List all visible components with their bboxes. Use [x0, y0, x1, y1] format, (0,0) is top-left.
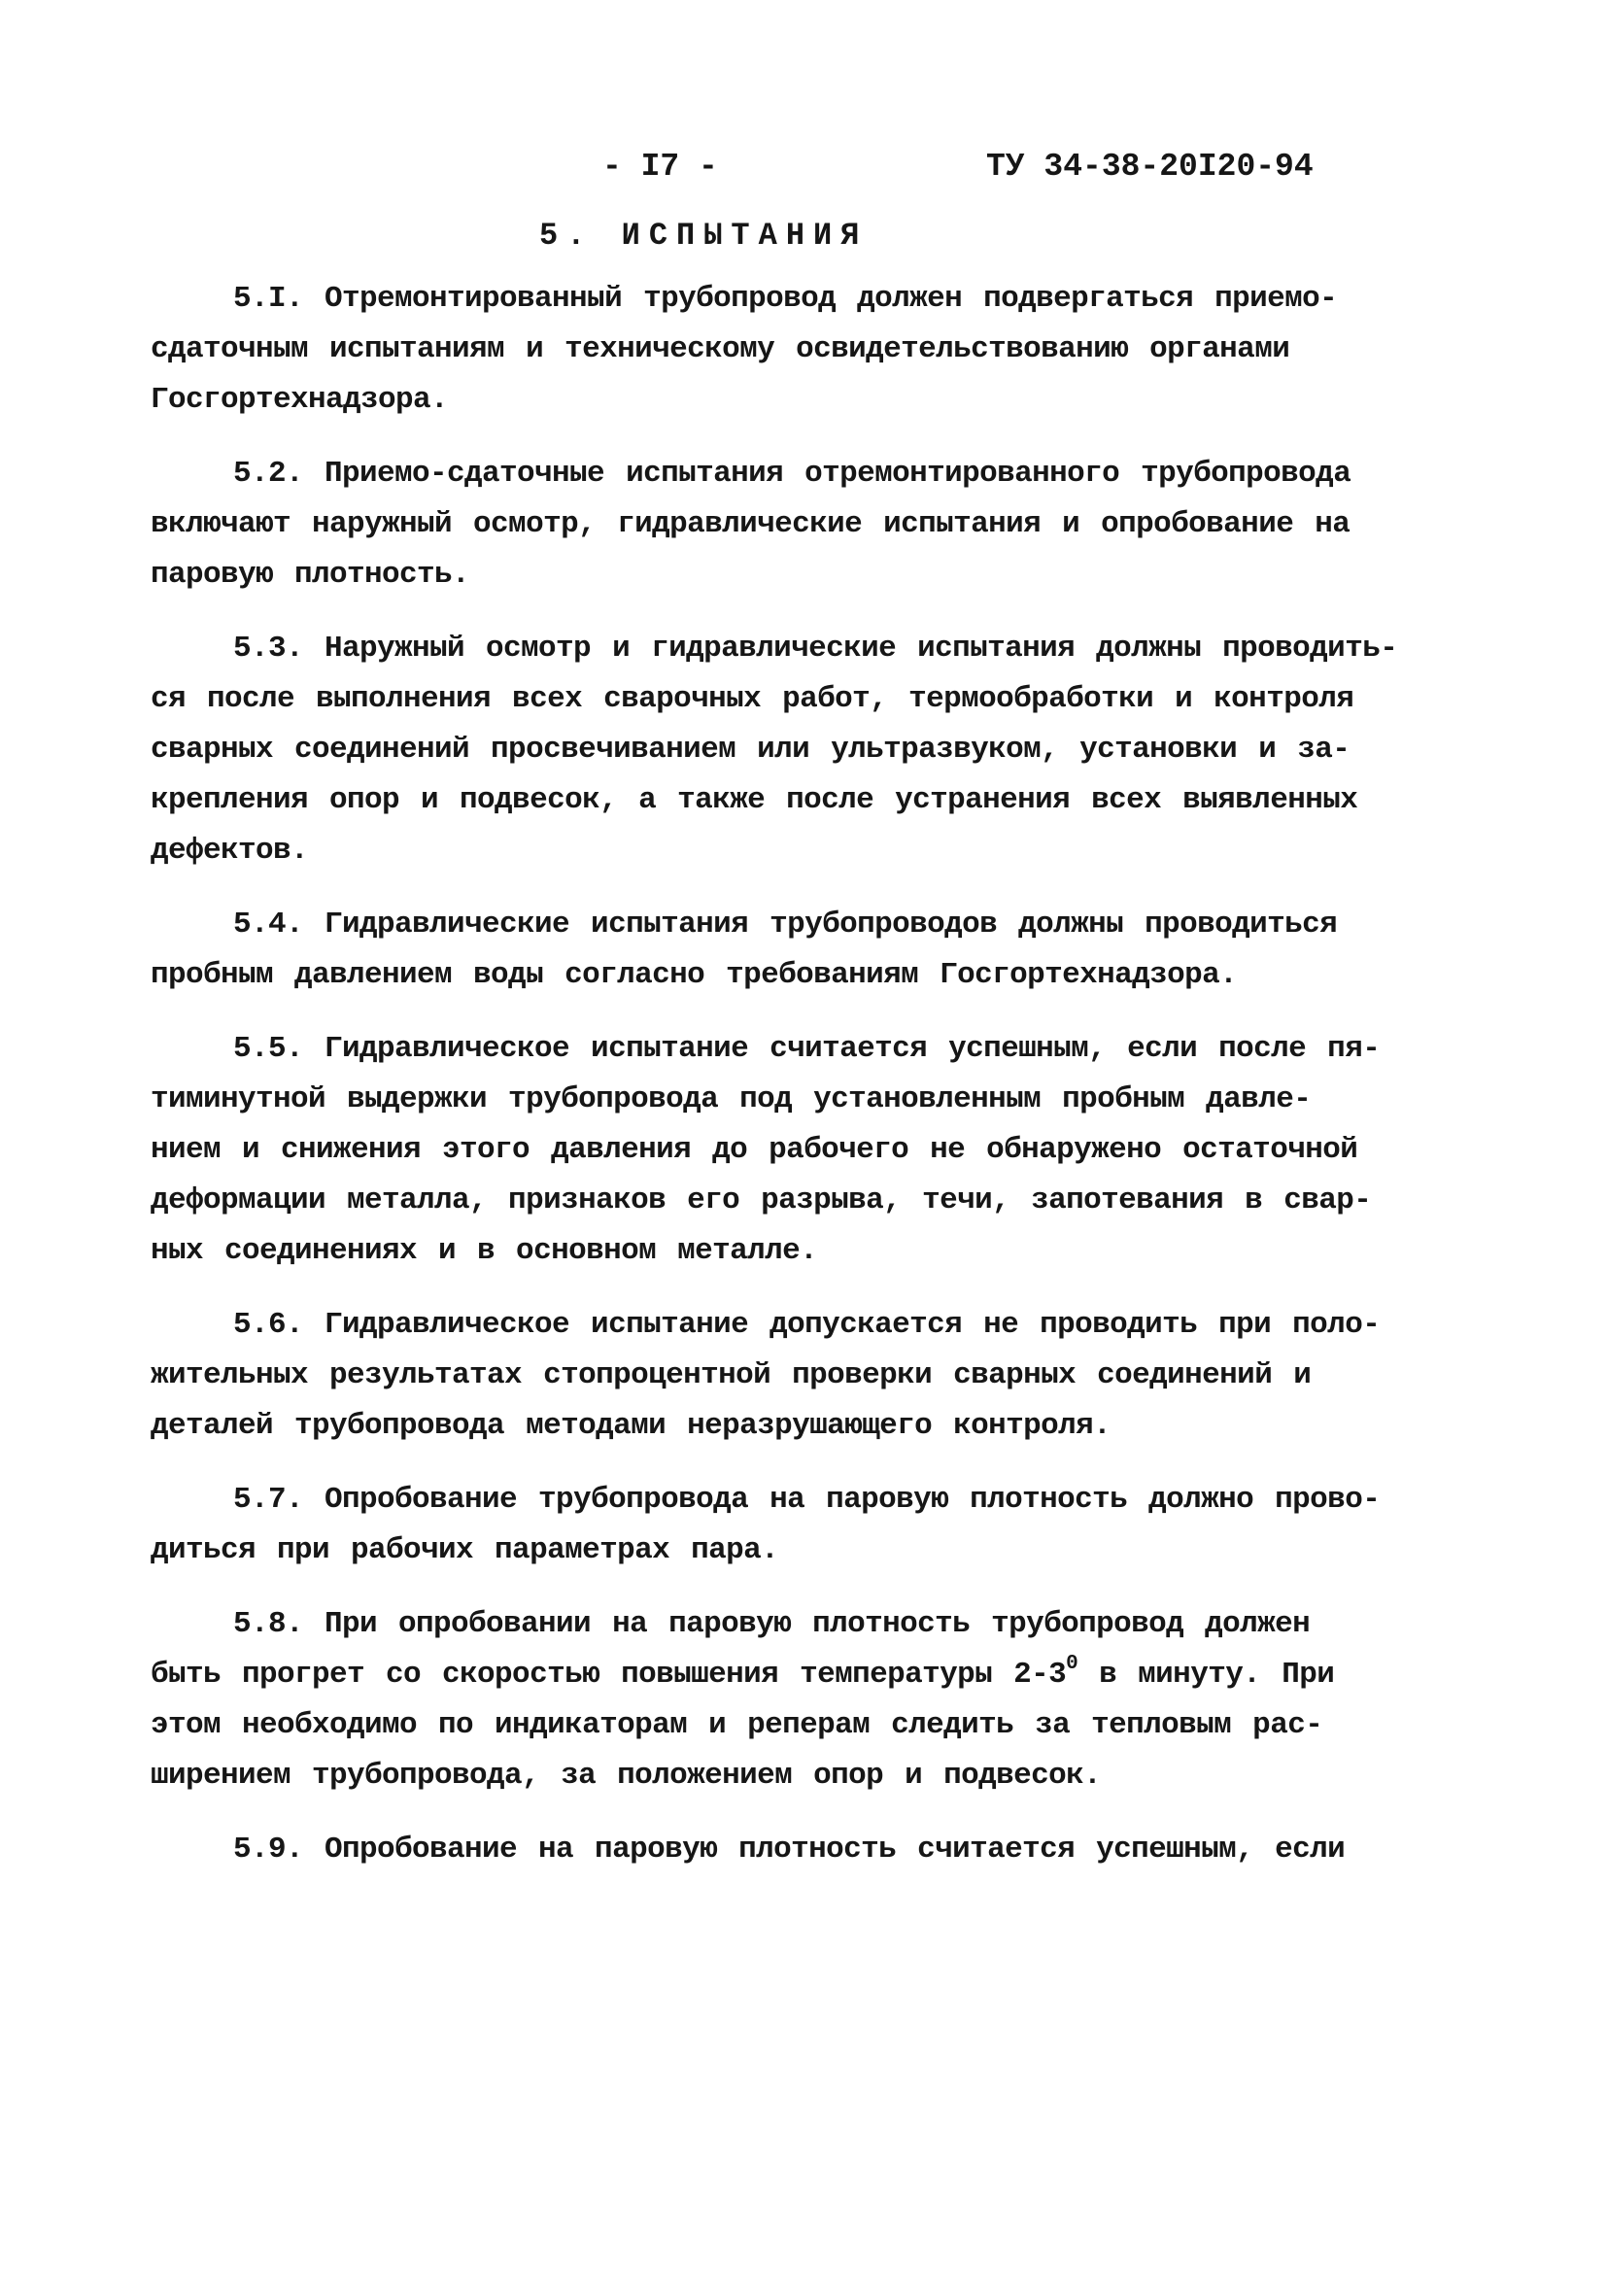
paragraph-line-text: быть прогрет со скоростью повышения температуры 2-3: [151, 1658, 1067, 1692]
section-title: 5. ИСПЫТАНИЯ: [539, 218, 869, 254]
paragraph-line: 5.9. Опробование на паровую плотность считается успешным, если: [233, 1833, 1346, 1867]
paragraph-5-9: [151, 1825, 1472, 1875]
paragraph-line-with-degree: [151, 1650, 1472, 1700]
paragraph-line: 5.3. Наружный осмотр и гидравлические испытания должны проводить-: [233, 632, 1398, 666]
paragraph-5-8: [151, 1599, 1472, 1801]
paragraph-5-3: [151, 624, 1472, 876]
paragraph-line: 5.I. Отремонтированный трубопровод должен подвергаться приемо-: [233, 282, 1338, 316]
paragraph-5-2: [151, 449, 1472, 600]
paragraph-line: 5.6. Гидравлическое испытание допускается не проводить при поло-: [233, 1308, 1381, 1342]
degree-superscript: 0: [1066, 1652, 1078, 1675]
paragraph-line: сварных соединений просвечиванием или ультразвуком, установки и за-: [151, 733, 1351, 767]
paragraph-line: ширением трубопровода, за положением опор и подвесок.: [151, 1759, 1102, 1793]
paragraph-5-7: [151, 1475, 1472, 1576]
paragraph-line: 5.4. Гидравлические испытания трубопроводов должны проводиться: [233, 908, 1338, 942]
paragraph-line: этом необходимо по индикаторам и реперам следить за тепловым рас-: [151, 1708, 1323, 1742]
page-header: [602, 140, 1321, 194]
paragraph-line: 5.8. При опробовании на паровую плотность трубопровод должен: [233, 1607, 1311, 1641]
paragraph-5-5: [151, 1024, 1472, 1277]
paragraph-line: деформации металла, признаков его разрыва, течи, запотевания в свар-: [151, 1183, 1372, 1217]
paragraph-line: ся после выполнения всех сварочных работ, термообработки и контроля: [151, 682, 1354, 716]
paragraph-line: ных соединениях и в основном металле.: [151, 1234, 818, 1268]
paragraph-line: 5.2. Приемо-сдаточные испытания отремонтированного трубопровода: [233, 457, 1351, 491]
document-code: ТУ 34-38-20I20-94: [986, 149, 1314, 185]
paragraph-line: тиминутной выдержки трубопровода под установленным пробным давле-: [151, 1082, 1312, 1116]
paragraph-line: 5.5. Гидравлическое испытание считается успешным, если после пя-: [233, 1032, 1381, 1066]
paragraph-line: паровую плотность.: [151, 558, 470, 592]
paragraph-line: жительных результатах стопроцентной проверки сварных соединений и: [151, 1358, 1312, 1392]
paragraph-line: нием и снижения этого давления до рабочего не обнаружено остаточной: [151, 1133, 1358, 1167]
paragraph-line: крепления опор и подвесок, а также после устранения всех выявленных: [151, 783, 1358, 817]
paragraph-5-4: [151, 900, 1472, 1001]
paragraph-line: Госгортехнадзора.: [151, 383, 449, 417]
paragraph-line: сдаточным испытаниям и техническому освидетельствованию органами: [151, 332, 1290, 366]
paragraph-line: 5.7. Опробование трубопровода на паровую плотность должно прово-: [233, 1483, 1381, 1517]
paragraph-line: дефектов.: [151, 834, 309, 868]
paragraph-line: деталей трубопровода методами неразрушающего контроля.: [151, 1409, 1111, 1443]
document-body: [151, 274, 1472, 1875]
paragraph-line: включают наружный осмотр, гидравлические испытания и опробование на: [151, 507, 1351, 541]
page-number: - I7 -: [602, 149, 718, 185]
paragraph-line: диться при рабочих параметрах пара.: [151, 1533, 779, 1567]
paragraph-5-1: [151, 274, 1472, 426]
paragraph-line-tail: в минуту. При: [1077, 1658, 1335, 1692]
paragraph-line: пробным давлением воды согласно требованиям Госгортехнадзора.: [151, 958, 1238, 992]
paragraph-5-6: [151, 1300, 1472, 1452]
